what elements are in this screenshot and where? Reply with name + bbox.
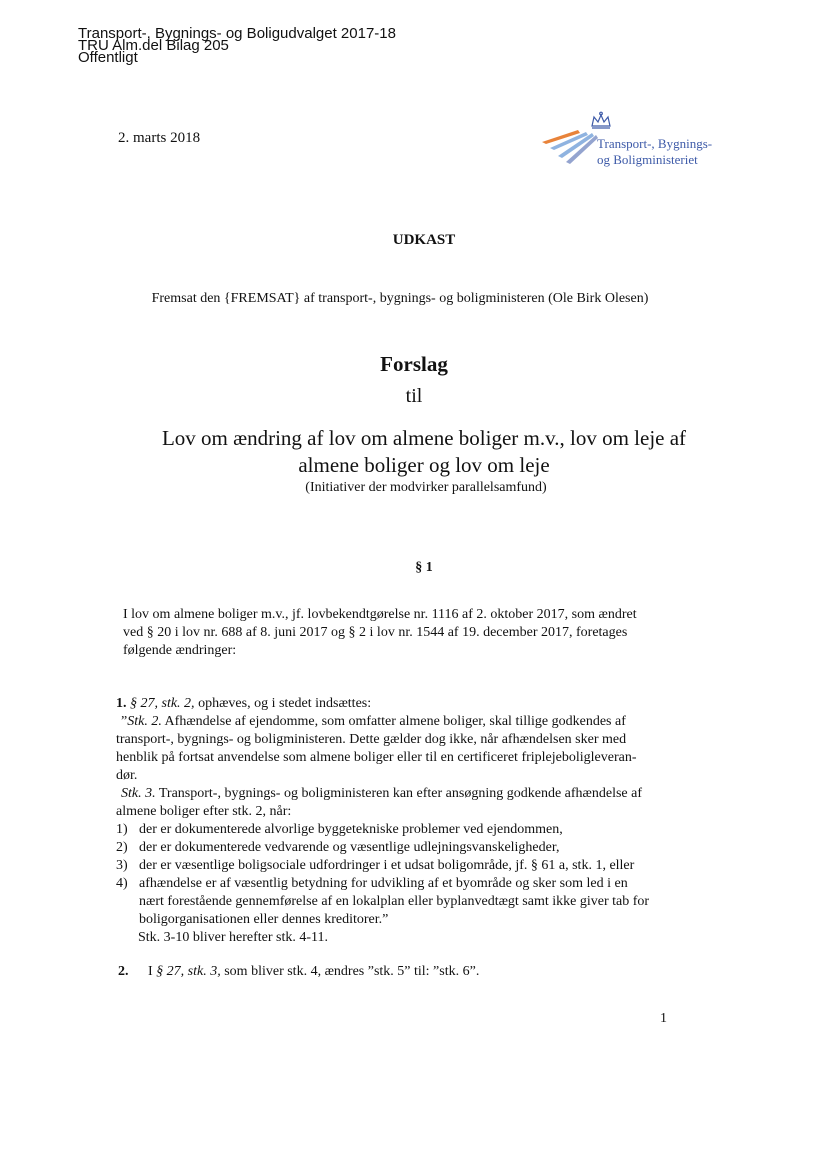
intro-paragraph xyxy=(123,606,663,660)
list-number: 2) xyxy=(116,840,128,855)
law-subtitle: (Initiativer der modvirker parallelsamfund) xyxy=(305,480,547,495)
stk3-label: Stk. 3. xyxy=(121,786,156,801)
stamp-bilag: TRU Alm.del Bilag 205 xyxy=(78,37,229,54)
list-item xyxy=(116,839,676,857)
list-number: 3) xyxy=(116,858,128,873)
intro-line: I lov om almene boliger m.v., jf. lovbekendtgørelse nr. 1116 af 2. oktober 2017, som ændret xyxy=(123,607,637,622)
stk2-text: Afhændelse af ejendomme, som omfatter almene boliger, skal tillige godkendes af xyxy=(161,714,626,729)
list-number: 4) xyxy=(116,876,128,891)
item2-ref: § 27, stk. 3, xyxy=(156,964,221,979)
item1-ref: § 27, stk. 2, xyxy=(130,696,195,711)
til-heading: til xyxy=(405,385,423,407)
amendment-item-1 xyxy=(116,695,676,929)
list-number: 1) xyxy=(116,822,128,837)
item2-prefix: I xyxy=(148,964,157,979)
stk2-line: dør. xyxy=(116,768,138,783)
item2-rest: som bliver stk. 4, ændres ”stk. 5” til: ”stk. 6”. xyxy=(220,964,480,979)
stk2-line: transport-, bygnings- og boligministeren. Dette gælder dog ikke, når afhændelsen sker med xyxy=(116,732,627,747)
section-heading: § 1 xyxy=(415,560,433,575)
amendment-item-2 xyxy=(118,964,479,980)
logo-line1: Transport-, Bygnings- xyxy=(597,136,713,151)
stamp-offentligt: Offentligt xyxy=(78,49,138,66)
list-item xyxy=(116,857,676,875)
draft-label: UDKAST xyxy=(392,232,456,248)
stk-renumber-note: Stk. 3-10 bliver herefter stk. 4-11. xyxy=(138,930,328,945)
document-date: 2. marts 2018 xyxy=(118,130,201,146)
law-title-line1: Lov om ændring af lov om almene boliger m.v., lov om leje af xyxy=(161,426,687,450)
intro-line: følgende ændringer: xyxy=(123,643,237,658)
list-text: der er væsentlige boligsociale udfordringer i et udsat boligområde, jf. § 61 a, stk. 1, eller xyxy=(139,858,635,873)
stamp-committee: Transport-, Bygnings- og Boligudvalget 2017-18 xyxy=(78,25,396,42)
forslag-heading: Forslag xyxy=(380,352,448,376)
stk2-line: henblik på fortsat anvendelse som almene boliger eller til en certificeret friplejeboligleveran- xyxy=(116,750,637,765)
list-item xyxy=(116,821,676,839)
list-item xyxy=(116,875,676,929)
item1-lead xyxy=(116,695,676,713)
list-text: der er dokumenterede alvorlige byggetekniske problemer ved ejendommen, xyxy=(139,822,563,837)
quote-mark: ” xyxy=(121,714,128,729)
list-text: afhændelse er af væsentlig betydning for udvikling af et byområde og sker som led i en xyxy=(139,876,628,891)
stk2-first-line xyxy=(116,713,676,731)
condition-list xyxy=(116,821,676,929)
list-text: boligorganisationen eller dennes kreditorer.” xyxy=(139,912,389,927)
stk3-text: Transport-, bygnings- og boligministeren kan efter ansøgning godkende afhændelse af xyxy=(155,786,643,801)
item1-number: 1. xyxy=(116,696,127,711)
item2-number: 2. xyxy=(118,964,129,979)
page-number: 1 xyxy=(660,1011,667,1026)
intro-line: ved § 20 i lov nr. 688 af 8. juni 2017 og § 2 i lov nr. 1544 af 19. december 2017, foretages xyxy=(123,625,628,640)
law-title xyxy=(10,425,828,479)
list-text: nært forestående gennemførelse af en lokalplan eller byplanvedtægt samt ikke giver tab for xyxy=(139,894,650,909)
logo-line2: og Boligministeriet xyxy=(597,152,698,167)
stk2-label: Stk. 2. xyxy=(127,714,162,729)
stk3-first-line xyxy=(116,785,676,803)
law-title-line2: almene boliger og lov om leje xyxy=(298,453,550,477)
ministry-logo xyxy=(540,110,730,170)
item1-rest: ophæves, og i stedet indsættes: xyxy=(194,696,372,711)
stk3-line: almene boliger efter stk. 2, når: xyxy=(116,804,292,819)
list-text: der er dokumenterede vedvarende og væsentlige udlejningsvanskeligheder, xyxy=(139,840,560,855)
fremsat-line: Fremsat den {FREMSAT} af transport-, bygnings- og boligministeren (Ole Birk Olesen) xyxy=(151,291,649,306)
